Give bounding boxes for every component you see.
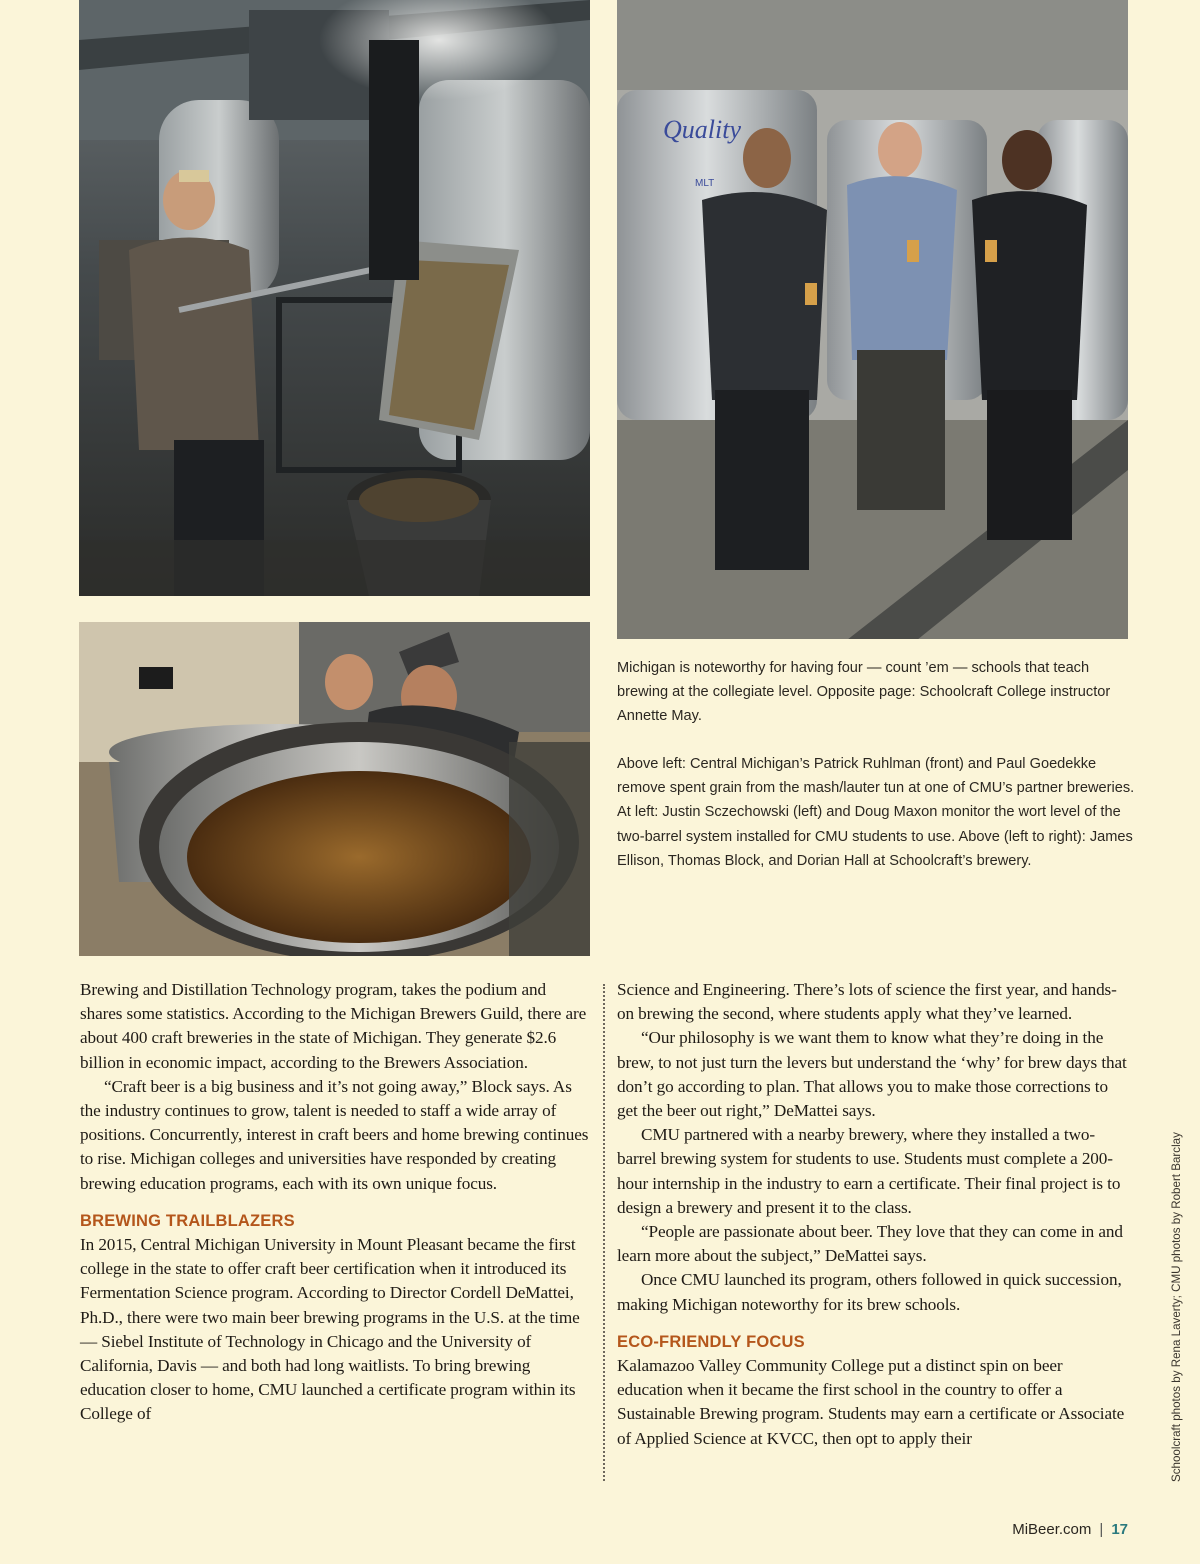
photo-spent-grain <box>79 0 590 596</box>
page-number: 17 <box>1111 1521 1128 1538</box>
photo-caption-intro: Michigan is noteworthy for having four — count ’em — schools that teach brewing at the collegiate level. Opposite page: Schoolcraft College instructor Annette May. <box>617 660 1111 725</box>
footer-site-link[interactable]: MiBeer.com <box>1012 1521 1092 1538</box>
article-paragraph: “People are passionate about beer. They love that they can come in and learn more about the subject,” DeMattei says. <box>617 1222 1123 1266</box>
article-paragraph: Science and Engineering. There’s lots of science the first year, and hands-on brewing the second, where students apply what they’ve learned. <box>617 980 1117 1024</box>
photo-cmu-wort <box>79 622 590 956</box>
article-column-left <box>80 978 592 1427</box>
article-paragraph: In 2015, Central Michigan University in Mount Pleasant became the first college in the state to offer craft beer certification when it introduced its Fermentation Science program. According to Director Cordell DeMattei, Ph.D., there were two main beer brewing programs in the U.S. at the time — Siebel Institute of Technology in Chicago and the University of California, Davis — and both had long waitlists. To bring brewing education closer to home, CMU launched a certificate program within its College of <box>80 1235 580 1424</box>
article-paragraph: “Craft beer is a big business and it’s not going away,” Block says. As the industry continues to grow, talent is needed to staff a wide array of positions. Concurrently, interest in craft beers and home brewing continues to rise. Michigan colleges and universities have responded by creating brewing education programs, each with its own unique focus. <box>80 1076 589 1193</box>
photo-caption-details: Above left: Central Michigan’s Patrick Ruhlman (front) and Paul Goedekke remove spent grain from the mash/lauter tun at one of CMU’s partner breweries. At left: Justin Sczechowski (left) and Doug Maxon monitor the wort level of the two-barrel system installed for CMU students to use. Above (left to right): James Ellison, Thomas Block, and Dorian Hall at Schoolcraft’s brewery. <box>617 756 1135 869</box>
article-paragraph: Once CMU launched its program, others followed in quick succession, making Michigan noteworthy for its brew schools. <box>617 1270 1122 1314</box>
photo-credit: Schoolcraft photos by Rena Laverty; CMU photos by Robert Barclay <box>1170 1132 1183 1482</box>
column-divider <box>603 984 605 1481</box>
article-paragraph: CMU partnered with a nearby brewery, where they installed a two-barrel brewing system for students to use. Students must complete a 200-hour internship in the industry to earn a certificate. Their final project is to design a brewery and present it to the class. <box>617 1125 1121 1217</box>
footer-separator: | <box>1099 1521 1104 1538</box>
article-paragraph: “Our philosophy is we want them to know what they’re doing in the brew, to not just turn the levers but understand the ‘why’ for brew days that don’t go according to plan. That allows you to make those corrections to get the beer out right,” DeMattei says. <box>617 1028 1127 1121</box>
tank-brand-label: Quality <box>663 115 741 144</box>
article-paragraph: Brewing and Distillation Technology program, takes the podium and shares some statistics. According to the Michigan Brewers Guild, there are about 400 craft breweries in the state of Michigan. They generate $2.6 billion in economic impact, according to the Brewers Association. <box>80 980 587 1072</box>
photo-schoolcraft-brewers <box>617 0 1128 639</box>
page-footer <box>1012 1521 1128 1538</box>
article-paragraph: Kalamazoo Valley Community College put a distinct spin on beer education when it became the first school in the country to offer a Sustainable Brewing program. Students may earn a certificate or Associate of Applied Science at KVCC, then opt to apply their <box>617 1356 1125 1448</box>
section-heading-brewing-trailblazers: BREWING TRAILBLAZERS <box>80 1211 295 1230</box>
section-heading-eco-friendly-focus: ECO-FRIENDLY FOCUS <box>617 1332 805 1351</box>
article-column-right <box>617 978 1132 1451</box>
tank-sub-label: MLT <box>695 178 715 189</box>
